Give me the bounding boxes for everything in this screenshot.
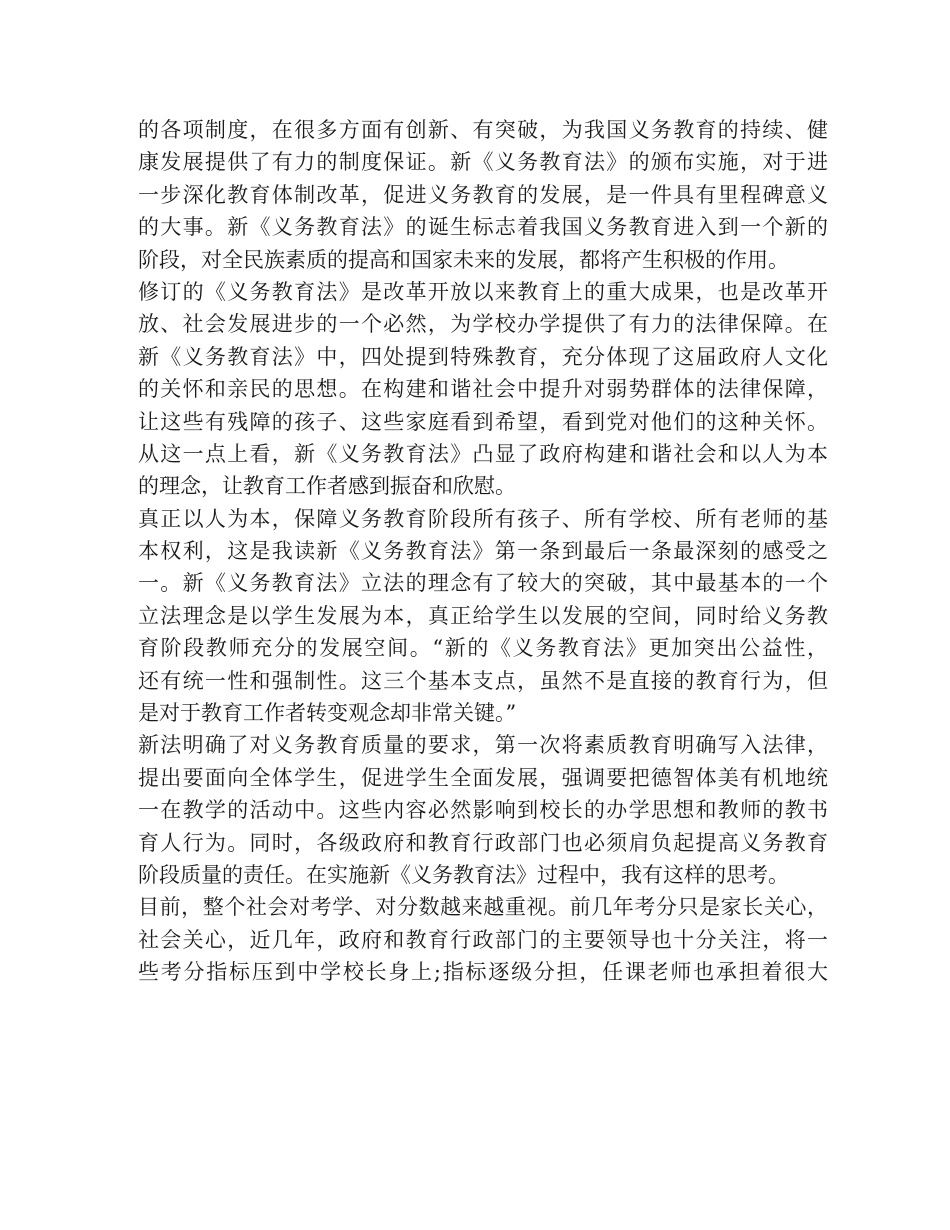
text-line: 是对于教育工作者转变观念却非常关键。” bbox=[138, 701, 517, 726]
text-line: 一步深化教育体制改革，促进义务教育的发展，是一件具有里程碑意义 bbox=[138, 182, 828, 207]
text-line: 立法理念是以学生发展为本，真正给学生以发展的空间，同时给义务教 bbox=[138, 603, 828, 628]
text-line: 育阶段教师充分的发展空间。“新的《义务教育法》更加突出公益性， bbox=[138, 636, 828, 661]
text-line: 修订的《义务教育法》是改革开放以来教育上的重大成果，也是改革开 bbox=[138, 279, 828, 304]
text-line: 放、社会发展进步的一个必然，为学校办学提供了有力的法律保障。在 bbox=[138, 312, 828, 337]
text-line: 阶段质量的责任。在实施新《义务教育法》过程中，我有这样的思考。 bbox=[138, 862, 789, 887]
text-line: 社会关心，近几年，政府和教育行政部门的主要领导也十分关注，将一 bbox=[138, 927, 828, 952]
text-line: 一。新《义务教育法》立法的理念有了较大的突破，其中最基本的一个 bbox=[138, 571, 828, 596]
text-line: 真正以人为本，保障义务教育阶段所有孩子、所有学校、所有老师的基 bbox=[138, 506, 828, 531]
text-line: 康发展提供了有力的制度保证。新《义务教育法》的颁布实施，对于进 bbox=[138, 150, 828, 175]
paragraph bbox=[138, 503, 828, 730]
text-line: 提出要面向全体学生，促进学生全面发展，强调要把德智体美有机地统 bbox=[138, 765, 828, 790]
text-line: 的理念，让教育工作者感到振奋和欣慰。 bbox=[138, 474, 516, 499]
text-line: 本权利，这是我读新《义务教育法》第一条到最后一条最深刻的感受之 bbox=[138, 539, 828, 564]
text-line: 新法明确了对义务教育质量的要求，第一次将素质教育明确写入法律， bbox=[138, 733, 828, 758]
text-line: 目前，整个社会对考学、对分数越来越重视。前几年考分只是家长关心， bbox=[138, 895, 828, 920]
paragraph bbox=[138, 276, 828, 503]
text-line: 的各项制度，在很多方面有创新、有突破，为我国义务教育的持续、健 bbox=[138, 118, 828, 142]
text-line: 还有统一性和强制性。这三个基本支点，虽然不是直接的教育行为，但 bbox=[138, 668, 828, 693]
text-line: 些考分指标压到中学校长身上;指标逐级分担，任课老师也承担着很大 bbox=[138, 960, 828, 985]
text-line: 育人行为。同时，各级政府和教育行政部门也必须肩负起提高义务教育 bbox=[138, 830, 828, 855]
text-line: 的大事。新《义务教育法》的诞生标志着我国义务教育进入到一个新的 bbox=[138, 215, 828, 240]
text-line: 一在教学的活动中。这些内容必然影响到校长的办学思想和教师的教书 bbox=[138, 798, 828, 823]
paragraph bbox=[138, 891, 828, 988]
text-line: 让这些有残障的孩子、这些家庭看到希望，看到党对他们的这种关怀。 bbox=[138, 409, 828, 434]
document-body bbox=[138, 114, 828, 989]
text-line: 阶段，对全民族素质的提高和国家未来的发展，都将产生积极的作用。 bbox=[138, 247, 789, 272]
text-line: 新《义务教育法》中，四处提到特殊教育，充分体现了这届政府人文化 bbox=[138, 344, 828, 369]
text-line: 的关怀和亲民的思想。在构建和谐社会中提升对弱势群体的法律保障， bbox=[138, 377, 828, 402]
paragraph bbox=[138, 114, 828, 276]
paragraph bbox=[138, 729, 828, 891]
text-line: 从这一点上看，新《义务教育法》凸显了政府构建和谐社会和以人为本 bbox=[138, 441, 828, 466]
